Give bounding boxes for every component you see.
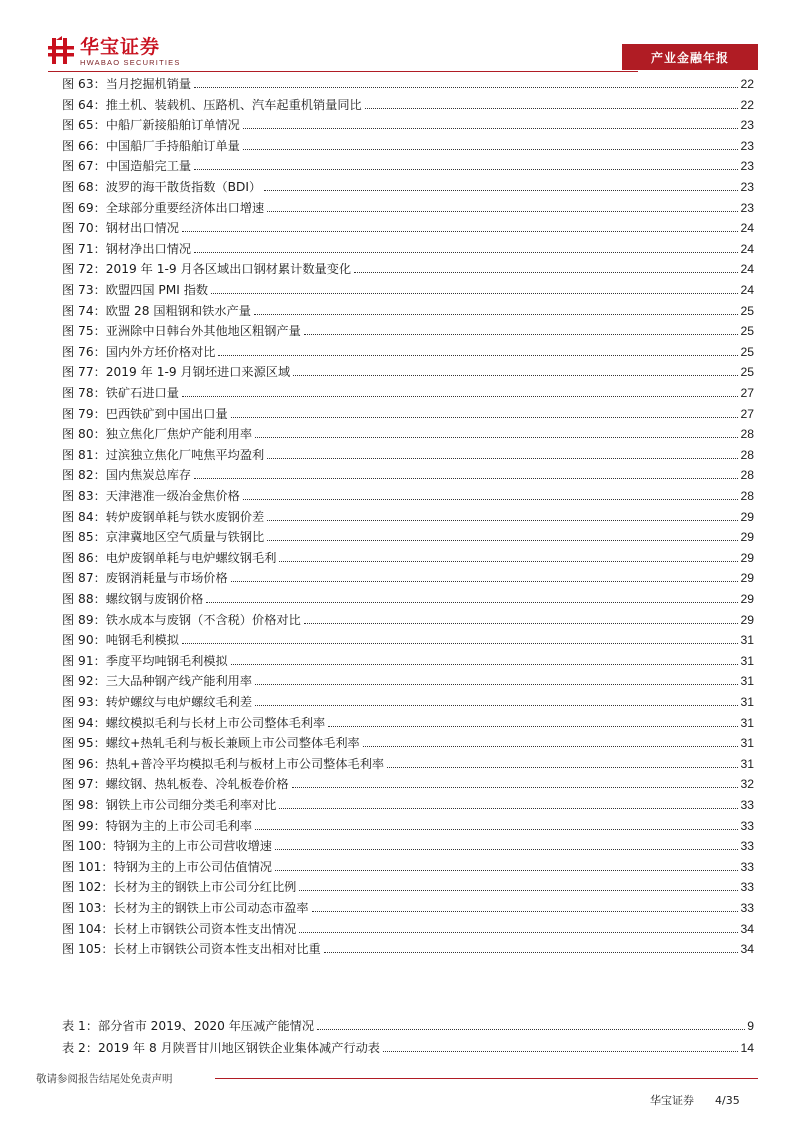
page-header [0, 0, 793, 76]
toc-figure-entry[interactable] [62, 608, 754, 628]
toc-leader-dots [317, 1029, 745, 1030]
toc-entry-page: 33 [740, 859, 754, 874]
toc-entry-page: 33 [740, 901, 754, 915]
toc-entry-page: 23 [740, 118, 754, 133]
toc-leader-dots [243, 499, 739, 500]
toc-entry-page: 29 [740, 530, 754, 545]
footer-page-number: 4/35 [715, 1094, 740, 1107]
toc-figure-entry[interactable] [62, 257, 754, 277]
toc-entry-label: 表 2：2019 年 8 月陕晋甘川地区钢铁企业集体减产行动表 [62, 1041, 380, 1055]
toc-entry-page: 29 [740, 571, 754, 586]
toc-figure-entry[interactable] [62, 360, 754, 380]
report-type-badge: 产业金融年报 [622, 44, 758, 70]
toc-entry-label: 图 105：长材上市钢铁公司资本性支出相对比重 [62, 942, 321, 957]
toc-leader-dots [324, 952, 739, 953]
toc-figure-entry[interactable] [62, 587, 754, 607]
toc-leader-dots [243, 149, 739, 150]
toc-leader-dots [299, 890, 738, 891]
toc-entry-page: 28 [740, 427, 754, 442]
toc-figure-entry[interactable] [62, 93, 754, 113]
logo-mark-icon [48, 36, 74, 66]
toc-entry-page: 24 [740, 283, 754, 297]
toc-entry-label: 图 88：螺纹钢与废钢价格 [62, 592, 204, 606]
toc-entry-page: 32 [740, 777, 754, 792]
toc-entry-label: 图 92：三大品种钢产线产能利用率 [62, 674, 253, 689]
toc-leader-dots [387, 767, 738, 768]
toc-entry-label: 图 76：国内外方坯价格对比 [62, 344, 216, 359]
toc-entry-label: 图 79：巴西铁矿到中国出口量 [62, 406, 228, 421]
footer-page-info [650, 1092, 740, 1108]
toc-entry-label: 图 89：铁水成本与废钢（不含税）价格对比 [62, 612, 301, 627]
toc-figure-entry[interactable] [62, 937, 754, 957]
toc-entry-label: 图 98：钢铁上市公司细分类毛利率对比 [62, 798, 277, 812]
toc-entry-label: 图 78：铁矿石进口量 [62, 386, 179, 400]
toc-entry-page: 23 [740, 159, 754, 174]
toc-entry-page: 31 [740, 674, 754, 689]
toc-entry-page: 22 [740, 97, 754, 112]
toc-entry-page: 22 [740, 77, 754, 91]
toc-leader-dots [383, 1051, 738, 1052]
toc-figure-entry[interactable] [62, 772, 754, 792]
toc-leader-dots [304, 623, 739, 624]
toc-leader-dots [182, 643, 739, 644]
toc-entry-label: 图 69：全球部分重要经济体出口增速 [62, 200, 265, 215]
toc-entry-label: 图 97：螺纹钢、热轧板卷、冷轧板卷价格 [62, 777, 289, 792]
toc-leader-dots [194, 169, 738, 170]
toc-figure-entry[interactable] [62, 443, 754, 463]
toc-entry-label: 图 81：过滨独立焦化厂吨焦平均盈利 [62, 447, 265, 462]
toc-leader-dots [206, 602, 738, 603]
toc-leader-dots [211, 293, 738, 294]
toc-leader-dots [194, 478, 738, 479]
toc-figure-entry[interactable] [62, 196, 754, 216]
toc-leader-dots [267, 520, 738, 521]
toc-entry-page: 29 [740, 592, 754, 606]
toc-leader-dots [255, 705, 738, 706]
toc-leader-dots [264, 190, 738, 191]
toc-figure-entry[interactable] [62, 628, 754, 648]
toc-entry-label: 图 80：独立焦化厂焦炉产能利用率 [62, 427, 253, 442]
toc-entry-page: 24 [740, 241, 754, 256]
toc-entry-label: 图 83：天津港准一级冶金焦价格 [62, 489, 240, 503]
footer-company: 华宝证券 [650, 1094, 694, 1107]
toc-leader-dots [312, 911, 739, 912]
toc-entry-label: 图 104：长材上市钢铁公司资本性支出情况 [62, 921, 297, 936]
toc-leader-dots [292, 787, 739, 788]
toc-leader-dots [267, 458, 738, 459]
toc-entry-page: 28 [740, 468, 754, 483]
toc-figure-entry[interactable] [62, 134, 754, 154]
toc-entry-label: 图 96：热轧+普冷平均模拟毛利与板材上市公司整体毛利率 [62, 756, 385, 771]
toc-entry-page: 31 [740, 756, 754, 771]
toc-leader-dots [243, 128, 739, 129]
toc-entry-label: 图 66：中国船厂手持船舶订单量 [62, 138, 240, 153]
toc-entry-label: 图 71：钢材净出口情况 [62, 241, 192, 256]
toc-entry-page: 24 [740, 262, 754, 277]
toc-entry-label: 图 70：钢材出口情况 [62, 221, 179, 236]
toc-entry-label: 图 99：特钢为主的上市公司毛利率 [62, 818, 253, 833]
toc-figure-entry[interactable] [62, 216, 754, 236]
toc-entry-page: 9 [747, 1019, 754, 1033]
toc-entry-label: 图 102：长材为主的钢铁上市公司分红比例 [62, 880, 297, 895]
toc-leader-dots [304, 334, 739, 335]
toc-entry-page: 23 [740, 180, 754, 194]
toc-leader-dots [255, 829, 738, 830]
toc-leader-dots [194, 87, 738, 88]
toc-entry-page: 33 [740, 880, 754, 895]
toc-figure-entry[interactable] [62, 278, 754, 298]
toc-entry-label: 图 95：螺纹+热轧毛利与板长兼顾上市公司整体毛利率 [62, 736, 360, 751]
toc-leader-dots [275, 870, 738, 871]
toc-entry-page: 29 [740, 612, 754, 627]
toc-figure-entry[interactable] [62, 525, 754, 545]
toc-leader-dots [255, 684, 738, 685]
toc-leader-dots [299, 932, 738, 933]
footer-disclaimer: 敬请参阅报告结尾处免责声明 [36, 1073, 173, 1085]
toc-entry-page: 25 [740, 344, 754, 359]
toc-entry-label: 图 103：长材为主的钢铁上市公司动态市盈率 [62, 901, 309, 915]
toc-entry-page: 34 [740, 942, 754, 957]
toc-figure-entry[interactable] [62, 731, 754, 751]
toc-entry-page: 23 [740, 138, 754, 153]
toc-figure-entry[interactable] [62, 175, 754, 195]
toc-figure-entry[interactable] [62, 917, 754, 937]
toc-leader-dots [194, 252, 738, 253]
toc-leader-dots [275, 849, 738, 850]
toc-leader-dots [363, 746, 739, 747]
toc-figure-entry[interactable] [62, 505, 754, 525]
toc-figure-entry[interactable] [62, 669, 754, 689]
footer-divider [215, 1078, 758, 1079]
toc-leader-dots [231, 417, 739, 418]
toc-entry-label: 图 87：废钢消耗量与市场价格 [62, 571, 228, 586]
toc-entry-page: 33 [740, 818, 754, 833]
toc-entry-page: 14 [740, 1041, 754, 1055]
toc-entry-page: 33 [740, 798, 754, 812]
toc-leader-dots [279, 561, 738, 562]
toc-figure-entry[interactable] [62, 711, 754, 731]
toc-leader-dots [231, 664, 739, 665]
toc-leader-dots [182, 396, 739, 397]
toc-entry-label: 图 85：京津冀地区空气质量与铁钢比 [62, 530, 265, 545]
toc-entry-page: 29 [740, 550, 754, 565]
toc-leader-dots [267, 211, 738, 212]
toc-leader-dots [255, 437, 738, 438]
toc-figure-entry[interactable] [62, 299, 754, 319]
toc-entry-page: 24 [740, 221, 754, 236]
toc-entry-label: 图 63：当月挖掘机销量 [62, 77, 192, 91]
toc-leader-dots [182, 231, 739, 232]
toc-figure-entry[interactable] [62, 855, 754, 875]
toc-leader-dots [218, 355, 738, 356]
logo-chinese-name: 华宝证券 [80, 36, 161, 58]
toc-entry-page: 31 [740, 736, 754, 751]
toc-entry-page: 23 [740, 200, 754, 215]
toc-figure-entry[interactable] [62, 793, 754, 813]
toc-entry-label: 图 72：2019 年 1-9 月各区域出口钢材累计数量变化 [62, 262, 352, 277]
toc-figure-entry[interactable] [62, 422, 754, 442]
toc-entry-page: 34 [740, 921, 754, 936]
toc-entry-label: 图 64：推土机、装载机、压路机、汽车起重机销量同比 [62, 97, 362, 112]
toc-figure-entry[interactable] [62, 237, 754, 257]
logo-english-name: HWABAO SECURITIES [80, 58, 181, 67]
toc-figure-entry[interactable] [62, 566, 754, 586]
company-logo [48, 36, 181, 68]
toc-entry-label: 图 74：欧盟 28 国粗钢和铁水产量 [62, 303, 251, 318]
toc-entry-page: 31 [740, 695, 754, 709]
toc-entry-page: 29 [740, 509, 754, 524]
toc-entry-page: 25 [740, 324, 754, 339]
toc-entry-label: 图 86：电炉废钢单耗与电炉螺纹钢毛利 [62, 550, 277, 565]
toc-figure-entry[interactable] [62, 154, 754, 174]
toc-entry-page: 28 [740, 489, 754, 503]
toc-figure-entry[interactable] [62, 752, 754, 772]
toc-entry-page: 31 [740, 715, 754, 730]
toc-entry-label: 图 65：中船厂新接船舶订单情况 [62, 118, 240, 133]
toc-figure-entry[interactable] [62, 319, 754, 339]
toc-entry-label: 图 94：螺纹模拟毛利与长材上市公司整体毛利率 [62, 715, 326, 730]
toc-figure-entry[interactable] [62, 834, 754, 854]
toc-entry-page: 31 [740, 653, 754, 668]
toc-leader-dots [231, 581, 739, 582]
toc-leader-dots [328, 726, 738, 727]
toc-leader-dots [254, 314, 739, 315]
toc-leader-dots [293, 375, 738, 376]
toc-leader-dots [279, 808, 738, 809]
toc-entry-label: 图 93：转炉螺纹与电炉螺纹毛利差 [62, 695, 253, 709]
toc-entry-page: 27 [740, 386, 754, 400]
toc-entry-label: 表 1：部分省市 2019、2020 年压减产能情况 [62, 1019, 315, 1033]
toc-entry-page: 28 [740, 447, 754, 462]
toc-entry-page: 25 [740, 365, 754, 380]
toc-figure-entry[interactable] [62, 340, 754, 360]
toc-figure-entry[interactable] [62, 875, 754, 895]
toc-table-entry[interactable] [62, 1036, 754, 1056]
toc-figure-entry[interactable] [62, 484, 754, 504]
toc-figure-entry[interactable] [62, 113, 754, 133]
toc-entry-page: 33 [740, 839, 754, 854]
toc-entry-label: 图 68：波罗的海干散货指数（BDI） [62, 180, 262, 194]
toc-entry-page: 31 [740, 633, 754, 648]
toc-entry-label: 图 67：中国造船完工量 [62, 159, 192, 174]
toc-entry-label: 图 101：特钢为主的上市公司估值情况 [62, 859, 272, 874]
toc-leader-dots [267, 540, 738, 541]
toc-figure-entry[interactable] [62, 649, 754, 669]
toc-entry-label: 图 90：吨钢毛利模拟 [62, 633, 179, 648]
toc-entry-label: 图 77：2019 年 1-9 月钢坯进口来源区域 [62, 365, 291, 380]
toc-entry-label: 图 75：亚洲除中日韩台外其他地区粗钢产量 [62, 324, 301, 339]
toc-figure-entry[interactable] [62, 896, 754, 916]
toc-figure-entry[interactable] [62, 546, 754, 566]
toc-entry-label: 图 82：国内焦炭总库存 [62, 468, 192, 483]
toc-entry-page: 27 [740, 406, 754, 421]
toc-entry-label: 图 84：转炉废钢单耗与铁水废钢价差 [62, 509, 265, 524]
toc-table-entry[interactable] [62, 1014, 754, 1034]
toc-figure-entry[interactable] [62, 463, 754, 483]
toc-figure-entry[interactable] [62, 402, 754, 422]
toc-figure-entry[interactable] [62, 690, 754, 710]
toc-entry-label: 图 73：欧盟四国 PMI 指数 [62, 283, 209, 297]
toc-leader-dots [365, 108, 739, 109]
toc-entry-label: 图 91：季度平均吨钢毛利模拟 [62, 653, 228, 668]
toc-figure-entry[interactable] [62, 381, 754, 401]
toc-figure-entry[interactable] [62, 814, 754, 834]
toc-entry-page: 25 [740, 303, 754, 318]
toc-figure-entry[interactable] [62, 72, 754, 92]
toc-entry-label: 图 100：特钢为主的上市公司营收增速 [62, 839, 272, 854]
toc-leader-dots [354, 272, 738, 273]
